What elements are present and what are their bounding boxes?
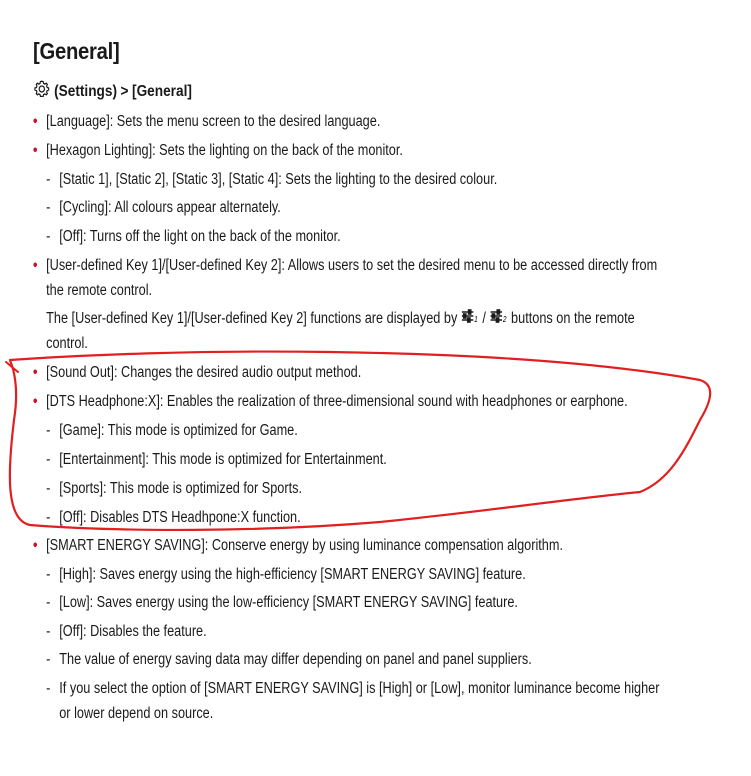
user-key-1-icon: [461, 309, 479, 329]
dash: -: [46, 228, 51, 245]
gear-icon: [33, 79, 51, 104]
dash: -: [46, 480, 51, 497]
bullet: •: [33, 537, 38, 554]
bullet: •: [33, 257, 38, 274]
dash: -: [46, 422, 51, 439]
key-sub-1: 1: [473, 314, 478, 323]
document: [33, 38, 723, 104]
path-settings: (Settings): [54, 82, 118, 100]
dash: -: [46, 680, 51, 697]
path-separator: >: [120, 82, 129, 100]
dash: -: [46, 509, 51, 526]
dash: -: [46, 566, 51, 583]
dash: -: [46, 623, 51, 640]
dash: -: [46, 451, 51, 468]
menu-path: [33, 79, 640, 104]
bullet: •: [33, 142, 38, 159]
bullet: •: [33, 113, 38, 130]
section-title: [General]: [33, 38, 120, 64]
bullet: •: [33, 393, 38, 410]
dash: -: [46, 594, 51, 611]
key-sub-2: 2: [502, 314, 507, 323]
path-general: [General]: [132, 82, 192, 100]
bullet: •: [33, 364, 38, 381]
dash: -: [46, 199, 51, 216]
dash: -: [46, 171, 51, 188]
dash: -: [46, 651, 51, 668]
user-key-2-icon: [489, 309, 507, 329]
